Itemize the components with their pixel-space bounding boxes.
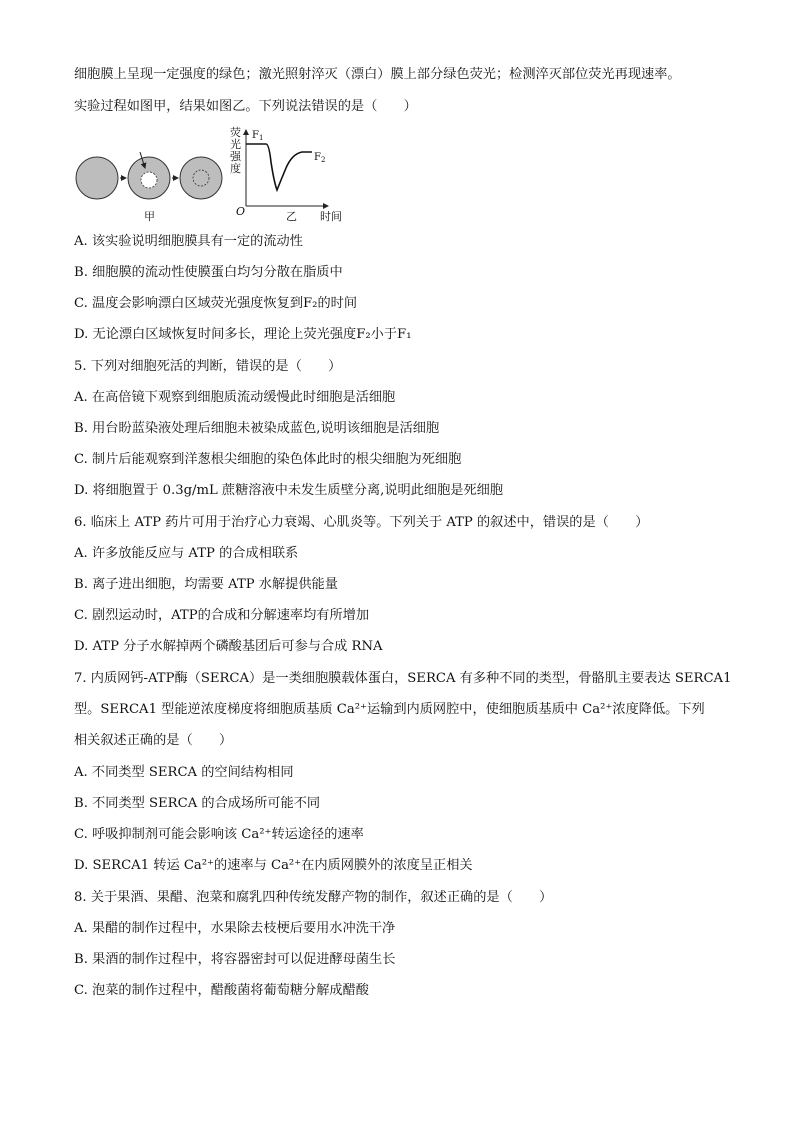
figure-experiment — [70, 122, 370, 226]
option-c: C. 制片后能观察到洋葱根尖细胞的染色体此时的根尖细胞为死细胞 — [74, 452, 462, 467]
question-6: 6. 临床上 ATP 药片可用于治疗心力衰竭、心肌炎等。下列关于 ATP 的叙述中，错误的是（ ） — [74, 515, 649, 530]
question-7-cont: 相关叙述正确的是（ ） — [74, 733, 233, 748]
option-b: B. 离子进出细胞，均需要 ATP 水解提供能量 — [74, 577, 338, 592]
question-8: 8. 关于果酒、果醋、泡菜和腐乳四种传统发酵产物的制作，叙述正确的是（ ） — [74, 890, 553, 905]
y-axis-label-char: 荧 — [230, 126, 241, 139]
question-7-cont: 型。SERCA1 型能逆浓度梯度将细胞质基质 Ca²⁺运输到内质网腔中，使细胞质基质中 Ca²⁺浓度降低。下列 — [74, 702, 705, 717]
option-c: C. 剧烈运动时，ATP的合成和分解速率均有所增加 — [74, 608, 370, 623]
option-a: A. 在高倍镜下观察到细胞质流动缓慢此时细胞是活细胞 — [74, 390, 396, 405]
fluorescence-curve — [246, 144, 312, 190]
option-d: D. ATP 分子水解掉两个磷酸基团后可参与合成 RNA — [74, 639, 383, 654]
option-a: A. 不同类型 SERCA 的空间结构相同 — [74, 765, 294, 780]
label-jia: 甲 — [144, 210, 155, 223]
cell-3 — [180, 157, 222, 199]
option-b: B. 用台盼蓝染液处理后细胞未被染成蓝色,说明该细胞是活细胞 — [74, 421, 440, 436]
option-a: A. 该实验说明细胞膜具有一定的流动性 — [74, 234, 303, 249]
option-d: D. 无论漂白区域恢复时间多长，理论上荧光强度F₂小于F₁ — [74, 327, 412, 342]
text-line: 细胞膜上呈现一定强度的绿色；激光照射淬灭（漂白）膜上部分绿色荧光；检测淬灭部位荧光再现速率。 — [74, 67, 681, 82]
question-5: 5. 下列对细胞死活的判断，错误的是（ ） — [74, 359, 342, 374]
x-axis-label: 时间 — [320, 210, 342, 223]
option-a: A. 许多放能反应与 ATP 的合成相联系 — [74, 546, 299, 561]
label-yi: 乙 — [286, 210, 297, 223]
y-axis-label-char: 度 — [230, 162, 241, 175]
curve-label-f1: $F_1$ — [252, 130, 264, 142]
option-b: B. 细胞膜的流动性使膜蛋白均匀分散在脂质中 — [74, 265, 343, 280]
option-c: C. 呼吸抑制剂可能会影响该 Ca²⁺转运途径的速率 — [74, 827, 364, 842]
option-c: C. 泡菜的制作过程中，醋酸菌将葡萄糖分解成醋酸 — [74, 983, 369, 998]
option-c: C. 温度会影响漂白区域荧光强度恢复到F₂的时间 — [74, 296, 358, 311]
option-a: A. 果醋的制作过程中，水果除去枝梗后要用水冲洗干净 — [74, 921, 396, 936]
y-axis-label-char: 强 — [230, 150, 241, 163]
option-d: D. 将细胞置于 0.3g/mL 蔗糖溶液中未发生质壁分离,说明此细胞是死细胞 — [74, 483, 504, 498]
curve-label-f2: $F_2$ — [314, 152, 326, 164]
text-line: 实验过程如图甲，结果如图乙。下列说法错误的是（ ） — [74, 99, 417, 114]
cell-1 — [76, 157, 118, 199]
option-b: B. 果酒的制作过程中，将容器密封可以促进酵母菌生长 — [74, 952, 396, 967]
origin-label: O — [236, 205, 246, 218]
question-7: 7. 内质网钙-ATP酶（SERCA）是一类细胞膜载体蛋白，SERCA 有多种不同的类型，骨骼肌主要表达 SERCA1 — [74, 671, 732, 686]
y-axis-label-char: 光 — [230, 138, 241, 151]
figure-svg — [70, 122, 370, 226]
option-b: B. 不同类型 SERCA 的合成场所可能不同 — [74, 796, 321, 811]
option-d: D. SERCA1 转运 Ca²⁺的速率与 Ca²⁺在内质网膜外的浓度呈正相关 — [74, 858, 473, 873]
